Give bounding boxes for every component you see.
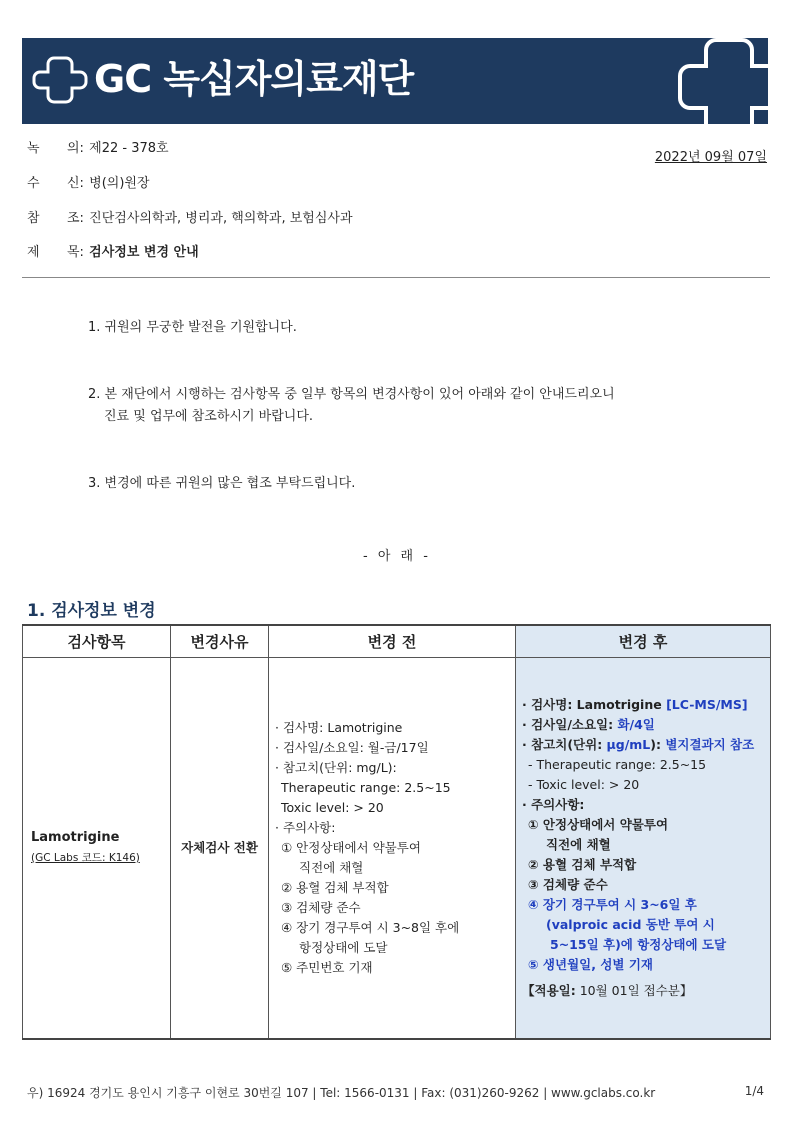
header-reason: 변경사유	[171, 625, 269, 657]
header-before: 변경 전	[269, 625, 516, 657]
cell-before: · 검사명: Lamotrigine · 검사일/소요일: 월-금/17일 · 참고치(단위: mg/L): Therapeutic range: 2.5~15 Toxic level: > 20 · 주의사항: ① 안정상태에서 약물투여 직전에 채혈 ② 용혈 검체 부적합 ③ 검체량 준수 ④ 장기 경구투여 시 3~8일 후에 항정상태에 도달 ⑤ 주민번호 기재	[269, 657, 516, 1039]
header-after: 변경 후	[516, 625, 771, 657]
meta-recipient: 수 신: 병(의)원장	[27, 176, 150, 191]
meta-subject: 제 목: 검사정보 변경 안내	[27, 245, 199, 260]
header-banner	[22, 38, 768, 124]
below-marker: - 아 래 -	[363, 549, 431, 564]
brand-name: 녹십자의료재단	[163, 57, 414, 101]
brand-gc: GC	[94, 57, 152, 101]
paragraph-2: 2. 본 재단에서 시행하는 검사항목 중 일부 항목의 변경사항이 있어 아래와 같이 안내드리오니 진료 및 업무에 참조하시기 바랍니다.	[88, 387, 615, 424]
page-number: 1/4	[744, 1084, 764, 1098]
paragraph-3: 3. 변경에 따른 귀원의 많은 협조 부탁드립니다.	[88, 476, 356, 491]
brand-logo-text	[94, 56, 413, 102]
item-name: Lamotrigine	[31, 829, 120, 845]
header-divider	[22, 277, 770, 278]
document-date: 2022년 09월 07일	[654, 150, 767, 165]
decorative-cross-icon	[676, 38, 768, 124]
header-item: 검사항목	[23, 625, 171, 657]
cell-after: · 검사명: Lamotrigine [LC-MS/MS] · 검사일/소요일: 화/4일 · 참고치(단위: μg/mL): 별지결과지 참조 - Therapeutic range: 2.5~15 - Toxic level: > 20 · 주의사항: ① 안정상태에서 약물투여 직전에 채혈 ② 용혈 검체 부적합 ③ 검체량 준수 ④ 장기 경구투여 시 3~6일 후 (valproic acid 동반 투여 시 5~15일 후)에 항정상태에 도달 ⑤ 생년월일, 성별 기재 【적용일: 10월 01일 접수분】	[516, 657, 771, 1039]
paragraph-1: 1. 귀원의 무궁한 발전을 기원합니다.	[88, 320, 297, 335]
meta-reference: 참 조: 진단검사의학과, 병리과, 핵의학과, 보험심사과	[27, 211, 353, 226]
meta-doc-number: 녹 의: 제22 - 378호	[27, 141, 169, 156]
change-info-table	[22, 624, 771, 1040]
cell-item	[23, 657, 171, 1039]
gc-cross-logo-icon	[32, 52, 88, 108]
item-code: (GC Labs 코드: K146)	[31, 851, 140, 864]
section-title: 1. 검사정보 변경	[27, 601, 156, 621]
cell-reason: 자체검사 전환	[171, 657, 269, 1039]
footer-address: 우) 16924 경기도 용인시 기흥구 이현로 30번길 107 | Tel: 1566-0131 | Fax: (031)260-9262 | www.gclabs.co.kr	[27, 1086, 656, 1100]
